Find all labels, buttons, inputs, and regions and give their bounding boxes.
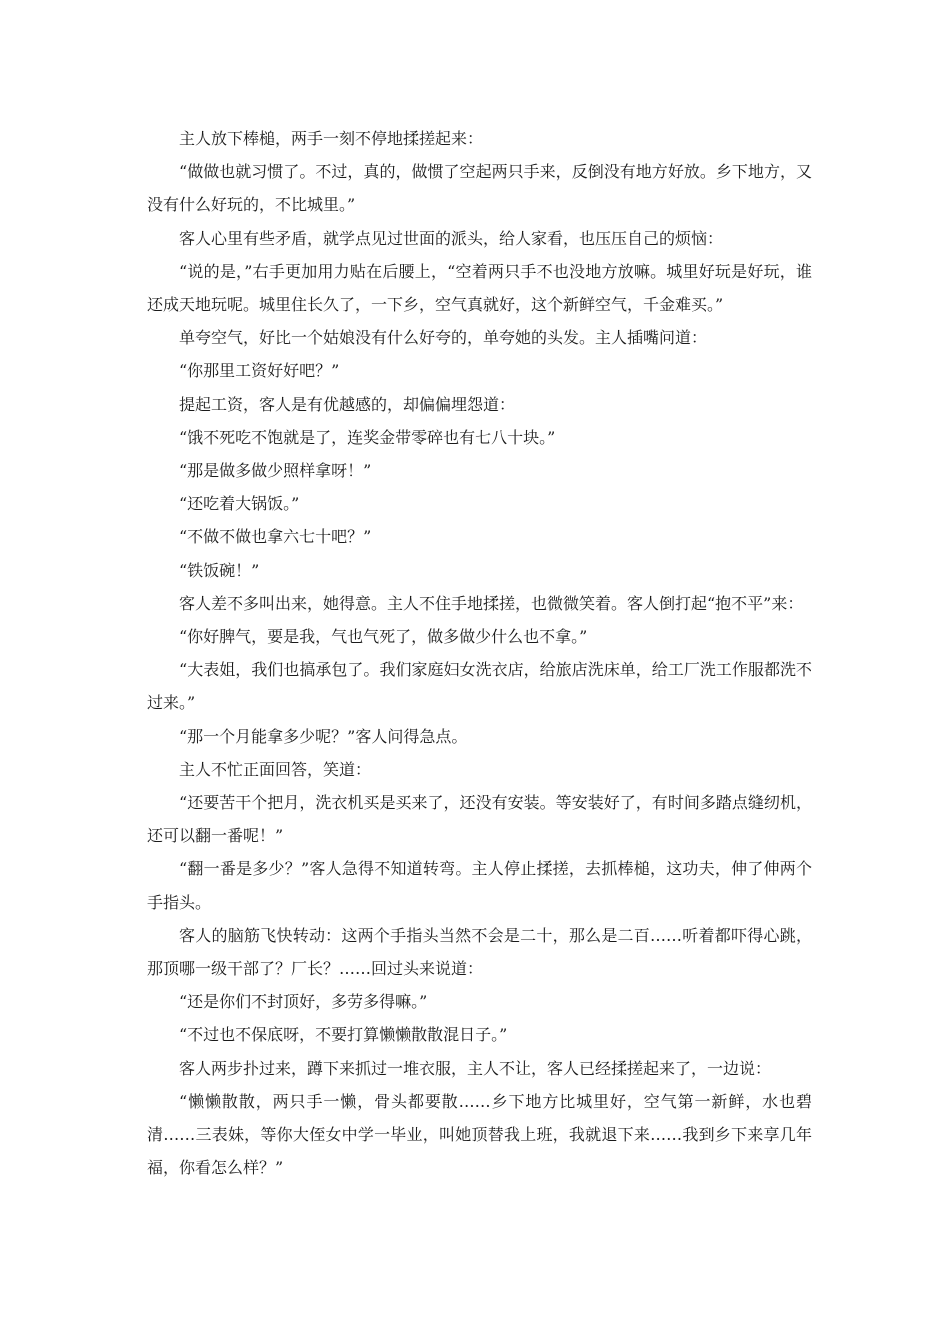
paragraph: “还要苦干个把月，洗衣机买是买来了，还没有安装。等安装好了，有时间多踏点缝纫机，还可以翻一番呢！” — [147, 793, 812, 846]
paragraph: “说的是，”右手更加用力贴在后腰上，“空着两只手不也没地方放嘛。城里好玩是好玩，谁还成天地玩呢。城里住长久了，一下乡，空气真就好，这个新鲜空气，千金难买。” — [147, 261, 812, 315]
paragraph: 主人放下棒槌，两手一刻不停地揉搓起来： — [179, 129, 484, 148]
paragraph: “那一个月能拿多少呢？”客人问得急点。 — [179, 726, 468, 746]
paragraph: “翻一番是多少？”客人急得不知道转弯。主人停止揉搓，去抓棒槌，这功夫，伸了伸两个手指头。 — [147, 859, 812, 912]
paragraph: 主人不忙正面回答，笑道： — [179, 759, 372, 779]
paragraph: 客人的脑筋飞快转动：这两个手指头当然不会是二十，那么是二百……听着都吓得心跳，那顶哪一级干部了？厂长？……回过头来说道： — [147, 925, 812, 979]
paragraph: “做做也就习惯了。不过，真的，做惯了空起两只手来，反倒没有地方好放。乡下地方，又没有什么好玩的，不比城里。” — [147, 162, 812, 215]
paragraph: “饿不死吃不饱就是了，连奖金带零碎也有七八十块。” — [179, 427, 556, 447]
paragraph: “懒懒散散，两只手一懒，骨头都要散……乡下地方比城里好，空气第一新鲜，水也碧清……三表妹，等你大侄女中学一毕业，叫她顶替我上班，我就退下来……我到乡下来享几年福，你看怎么样？” — [147, 1091, 812, 1178]
paragraph: 单夸空气，好比一个姑娘没有什么好夸的，单夸她的头发。主人插嘴问道： — [179, 328, 708, 348]
paragraph: “不做不做也拿六七十吧？” — [179, 527, 372, 547]
paragraph: 提起工资，客人是有优越感的，却偏偏埋怨道： — [179, 394, 516, 414]
paragraph: “你好脾气，要是我，气也气死了，做多做少什么也不拿。” — [179, 627, 588, 647]
paragraph: “还吃着大锅饭。” — [179, 494, 300, 514]
paragraph: 客人心里有些矛盾，就学点见过世面的派头，给人家看，也压压自己的烦恼： — [179, 228, 724, 248]
paragraph: 客人两步扑过来，蹲下来抓过一堆衣服，主人不让，客人已经揉搓起来了，一边说： — [179, 1058, 772, 1078]
paragraph: “大表姐，我们也搞承包了。我们家庭妇女洗衣店，给旅店洗床单，给工厂洗工作服都洗不过来。” — [147, 660, 812, 713]
paragraph: “你那里工资好好吧？” — [179, 361, 340, 381]
paragraph: “还是你们不封顶好，多劳多得嘛。” — [179, 992, 428, 1012]
paragraph: “铁饭碗！” — [179, 560, 260, 580]
paragraph: “不过也不保底呀，不要打算懒懒散散混日子。” — [179, 1025, 508, 1045]
paragraph: 客人差不多叫出来，她得意。主人不住手地揉搓，也微微笑着。客人倒打起“抱不平”来： — [179, 593, 804, 613]
paragraph: “那是做多做少照样拿呀！” — [179, 461, 372, 481]
